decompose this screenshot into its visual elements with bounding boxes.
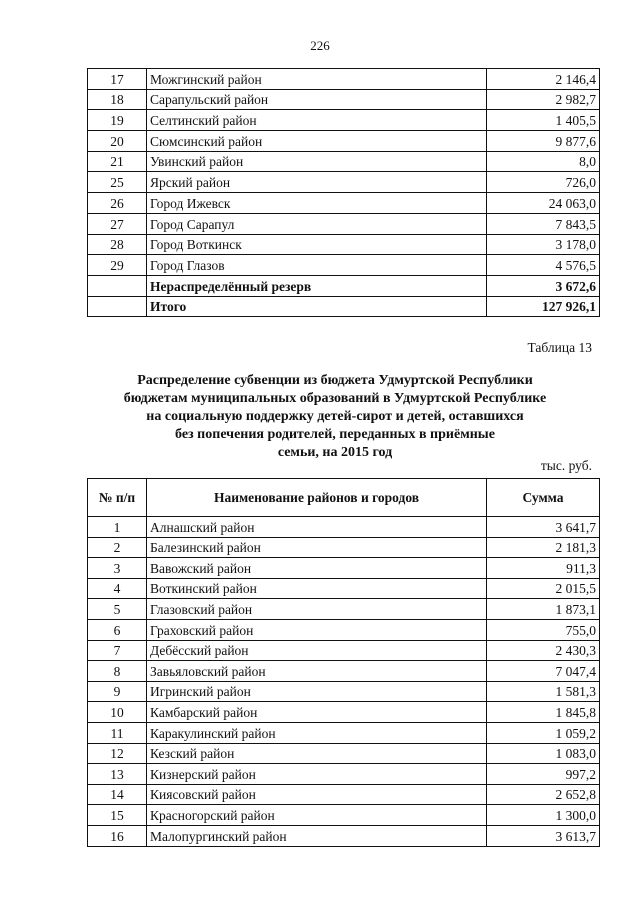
units-label: тыс. руб.: [540, 458, 592, 473]
reserve-row: [88, 275, 600, 296]
row-name: Воткинский район: [147, 578, 487, 599]
table-row: [88, 193, 600, 214]
row-num: 29: [88, 255, 147, 276]
row-num: 26: [88, 193, 147, 214]
row-name: Малопургинский район: [147, 825, 487, 846]
row-sum: 4 576,5: [487, 255, 600, 276]
heading-line: семьи, на 2015 год: [277, 445, 393, 460]
row-name: Ярский район: [147, 172, 487, 193]
row-num: 12: [88, 743, 147, 764]
table-row: [88, 764, 600, 785]
row-num: 13: [88, 764, 147, 785]
table-row: [88, 110, 600, 131]
row-name: Сюмсинский район: [147, 131, 487, 152]
row-name: Город Ижевск: [147, 193, 487, 214]
table-row: [88, 537, 600, 558]
row-sum: 24 063,0: [487, 193, 600, 214]
row-sum: 8,0: [487, 151, 600, 172]
row-sum: 911,3: [487, 558, 600, 579]
row-num: 9: [88, 681, 147, 702]
header-name: Наименование районов и городов: [147, 479, 487, 517]
row-sum: 755,0: [487, 619, 600, 640]
row-num: 19: [88, 110, 147, 131]
row-name: Завьяловский район: [147, 661, 487, 682]
row-num: 11: [88, 722, 147, 743]
row-sum: 1 405,5: [487, 110, 600, 131]
row-sum: 1 581,3: [487, 681, 600, 702]
row-num: 14: [88, 784, 147, 805]
table-row: [88, 805, 600, 826]
row-name: Кезский район: [147, 743, 487, 764]
header-num: № п/п: [88, 479, 147, 517]
row-sum: 3 641,7: [487, 517, 600, 538]
row-name: Глазовский район: [147, 599, 487, 620]
row-num: 6: [88, 619, 147, 640]
row-num: 16: [88, 825, 147, 846]
row-sum: 7 843,5: [487, 213, 600, 234]
reserve-label: Нераспределённый резерв: [147, 275, 487, 296]
row-name: Селтинский район: [147, 110, 487, 131]
row-num: 15: [88, 805, 147, 826]
table-row: [88, 619, 600, 640]
total-num-cell: [88, 296, 147, 317]
row-num: 1: [88, 517, 147, 538]
row-sum: 1 845,8: [487, 702, 600, 723]
table-heading: [100, 372, 570, 462]
row-sum: 1 083,0: [487, 743, 600, 764]
row-name: Каракулинский район: [147, 722, 487, 743]
top-table-body: [88, 69, 600, 317]
bottom-table: [87, 478, 600, 847]
row-name: Алнашский район: [147, 517, 487, 538]
row-name: Город Воткинск: [147, 234, 487, 255]
row-name: Дебёсский район: [147, 640, 487, 661]
row-num: 20: [88, 131, 147, 152]
table-row: [88, 640, 600, 661]
table-row: [88, 234, 600, 255]
row-name: Вавожский район: [147, 558, 487, 579]
heading-line: на социальную поддержку детей-сирот и детей, оставшихся: [146, 409, 524, 424]
table-row: [88, 558, 600, 579]
table-row: [88, 517, 600, 538]
row-name: Город Сарапул: [147, 213, 487, 234]
row-sum: 726,0: [487, 172, 600, 193]
row-sum: 1 300,0: [487, 805, 600, 826]
table-row: [88, 69, 600, 90]
reserve-sum: 3 672,6: [487, 275, 600, 296]
table-row: [88, 213, 600, 234]
row-sum: 1 059,2: [487, 722, 600, 743]
table-row: [88, 131, 600, 152]
top-table: [87, 68, 600, 317]
table-row: [88, 743, 600, 764]
row-name: Киясовский район: [147, 784, 487, 805]
table-row: [88, 599, 600, 620]
row-num: 18: [88, 89, 147, 110]
row-name: Увинский район: [147, 151, 487, 172]
row-sum: 9 877,6: [487, 131, 600, 152]
row-name: Красногорский район: [147, 805, 487, 826]
row-sum: 3 613,7: [487, 825, 600, 846]
table-row: [88, 702, 600, 723]
row-num: 25: [88, 172, 147, 193]
row-name: Балезинский район: [147, 537, 487, 558]
heading-line: бюджетам муниципальных образований в Удмуртской Республике: [123, 391, 547, 406]
row-name: Кизнерский район: [147, 764, 487, 785]
table-row: [88, 151, 600, 172]
row-sum: 2 181,3: [487, 537, 600, 558]
page-number: 226: [310, 38, 330, 53]
row-name: Граховский район: [147, 619, 487, 640]
row-num: 21: [88, 151, 147, 172]
table-row: [88, 172, 600, 193]
table-row: [88, 578, 600, 599]
total-row: [88, 296, 600, 317]
row-name: Можгинский район: [147, 69, 487, 90]
table-row: [88, 681, 600, 702]
row-num: 10: [88, 702, 147, 723]
row-sum: 2 652,8: [487, 784, 600, 805]
table-row: [88, 722, 600, 743]
table-row: [88, 89, 600, 110]
row-num: 28: [88, 234, 147, 255]
bottom-table-body: [88, 517, 600, 847]
row-num: 27: [88, 213, 147, 234]
row-name: Город Глазов: [147, 255, 487, 276]
table-row: [88, 825, 600, 846]
row-sum: 2 015,5: [487, 578, 600, 599]
row-sum: 3 178,0: [487, 234, 600, 255]
row-num: 3: [88, 558, 147, 579]
total-sum: 127 926,1: [487, 296, 600, 317]
row-name: Камбарский район: [147, 702, 487, 723]
table-row: [88, 661, 600, 682]
row-num: 4: [88, 578, 147, 599]
row-num: 8: [88, 661, 147, 682]
row-sum: 2 430,3: [487, 640, 600, 661]
heading-line: Распределение субвенции из бюджета Удмуртской Республики: [137, 373, 533, 388]
row-sum: 2 982,7: [487, 89, 600, 110]
row-sum: 7 047,4: [487, 661, 600, 682]
row-num: 5: [88, 599, 147, 620]
table-label: Таблица 13: [527, 340, 592, 355]
table-row: [88, 784, 600, 805]
reserve-num-cell: [88, 275, 147, 296]
row-sum: 997,2: [487, 764, 600, 785]
row-name: Игринский район: [147, 681, 487, 702]
header-row: [88, 479, 600, 517]
row-sum: 1 873,1: [487, 599, 600, 620]
row-num: 7: [88, 640, 147, 661]
table-row: [88, 255, 600, 276]
heading-line: без попечения родителей, переданных в приёмные: [175, 427, 495, 442]
row-sum: 2 146,4: [487, 69, 600, 90]
row-name: Сарапульский район: [147, 89, 487, 110]
header-sum: Сумма: [487, 479, 600, 517]
total-label: Итого: [147, 296, 487, 317]
row-num: 17: [88, 69, 147, 90]
row-num: 2: [88, 537, 147, 558]
